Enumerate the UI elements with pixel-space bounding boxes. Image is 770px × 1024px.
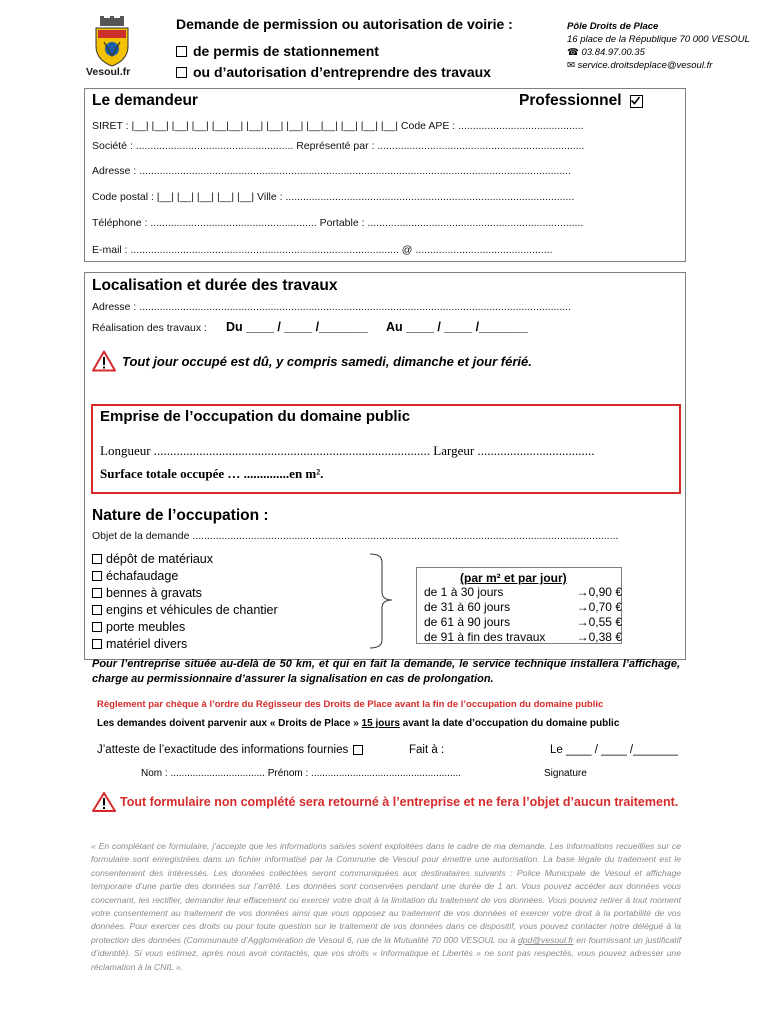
attestation-label: J’atteste de l’exactitude des informations fournies bbox=[97, 744, 349, 756]
realisation-label: Réalisation des travaux : bbox=[92, 322, 207, 334]
dpd-email-link[interactable]: dpd@vesoul.fr bbox=[517, 934, 574, 945]
vesoul-logo bbox=[88, 16, 136, 78]
nature-item-materiel[interactable]: matériel divers bbox=[92, 635, 278, 652]
nature-item-engins[interactable]: engins et véhicules de chantier bbox=[92, 601, 278, 618]
signature-label: Signature bbox=[544, 768, 587, 779]
delai-line: Les demandes doivent parvenir aux « Droits de Place » 15 jours avant la date d’occupation du domaine public bbox=[97, 718, 620, 729]
checkbox[interactable] bbox=[92, 605, 102, 615]
option-label: de permis de stationnement bbox=[193, 43, 379, 59]
warning-icon bbox=[92, 350, 116, 372]
tarif-title: (par m² et par jour) bbox=[460, 571, 567, 585]
warning-text: Tout jour occupé est dû, y compris samedi, dimanche et jour férié. bbox=[122, 353, 532, 369]
option-label: ou d’autorisation d’entreprendre des travaux bbox=[193, 64, 491, 80]
warning-icon bbox=[92, 792, 116, 812]
checkbox[interactable] bbox=[92, 622, 102, 632]
surface-field[interactable]: Surface totale occupée … ..............en m². bbox=[100, 466, 324, 481]
logo-text: Vesoul.fr bbox=[86, 66, 131, 78]
objet-field[interactable]: Objet de la demande .................................................................................................................................................. bbox=[92, 530, 619, 542]
email-icon: ✉ bbox=[567, 60, 575, 71]
tarif-row: de 31 à 60 jours →0,70 € bbox=[424, 600, 622, 614]
checked-box-icon[interactable] bbox=[630, 95, 643, 108]
checkbox[interactable] bbox=[176, 46, 187, 57]
email-field[interactable]: E-mail : ............................................................................................ @ ............................................... bbox=[92, 244, 553, 256]
checkbox[interactable] bbox=[176, 67, 187, 78]
tarif-table bbox=[424, 585, 622, 645]
bracket-icon bbox=[368, 552, 418, 652]
localisation-adresse-field[interactable]: Adresse : .................................................................................................................................................... bbox=[92, 301, 572, 313]
option-autorisation-travaux[interactable] bbox=[176, 64, 491, 80]
date-du-field[interactable]: Du ____ / ____ /_______ bbox=[226, 320, 368, 334]
siret-field[interactable]: SIRET : |__| |__| |__| |__| |__|__| |__| |__| |__| |__|__| |__| |__| |__| Code APE : ........................................... bbox=[92, 120, 584, 132]
nature-list bbox=[92, 550, 278, 652]
dimensions-field[interactable]: Longueur ..................................................................................... Largeur .................................... bbox=[100, 443, 595, 458]
date-au-field[interactable]: Au ____ / ____ /_______ bbox=[386, 320, 528, 334]
form-title: Demande de permission ou autorisation de voirie : bbox=[176, 16, 513, 32]
nature-title: Nature de l’occupation : bbox=[92, 507, 269, 524]
fait-a-field[interactable]: Fait à : bbox=[409, 744, 445, 756]
localisation-title: Localisation et durée des travaux bbox=[92, 277, 338, 294]
professionnel-label: Professionnel bbox=[519, 92, 622, 109]
emprise-title: Emprise de l’occupation du domaine public bbox=[100, 408, 411, 425]
societe-field[interactable]: Société : ...................................................... Représenté par : ....................................................................... bbox=[92, 140, 585, 152]
attestation-checkbox[interactable] bbox=[353, 745, 363, 755]
final-warning bbox=[92, 792, 678, 812]
option-permis-stationnement[interactable] bbox=[176, 43, 379, 59]
tarif-row: de 91 à fin des travaux →0,38 € bbox=[424, 630, 622, 644]
adresse-field[interactable]: Adresse : .................................................................................................................................................... bbox=[92, 165, 572, 177]
contact-phone: ☎ 03.84.97.00.35 bbox=[567, 47, 645, 58]
contact-block bbox=[567, 20, 750, 72]
nom-prenom-field[interactable]: Nom : .................................. Prénom : ...................................................... bbox=[141, 768, 462, 779]
nature-item-bennes[interactable]: bennes à gravats bbox=[92, 584, 278, 601]
distance-note: Pour l’entreprise située au-delà de 50 km, et qui en fait la demande, le service technique installera l’affichage, charge au permissionnaire d’assurer la signalisation en cas de prolongation. bbox=[92, 658, 680, 685]
checkbox[interactable] bbox=[92, 554, 102, 564]
phone-icon: ☎ bbox=[567, 47, 579, 58]
professionnel-checkbox-group[interactable] bbox=[519, 92, 643, 110]
checkbox[interactable] bbox=[92, 571, 102, 581]
final-warning-text: Tout formulaire non complété sera retourné à l’entreprise et ne fera l’objet d’aucun traitement. bbox=[120, 795, 679, 809]
demandeur-title: Le demandeur bbox=[92, 92, 198, 109]
contact-email: ✉ service.droitsdeplace@vesoul.fr bbox=[567, 60, 713, 71]
telephone-field[interactable]: Téléphone : ......................................................... Portable : .......................................................................... bbox=[92, 217, 584, 229]
tarif-row: de 61 à 90 jours →0,55 € bbox=[424, 615, 622, 629]
code-postal-field[interactable]: Code postal : |__| |__| |__| |__| |__| Ville : ................................................................................................... bbox=[92, 191, 575, 203]
reglement-line: Règlement par chèque à l’ordre du Régisseur des Droits de Place avant la fin de l’occupation du domaine public bbox=[97, 699, 604, 710]
date-signature-field[interactable]: Le ____ / ____ /_______ bbox=[550, 744, 678, 756]
nature-item-echafaudage[interactable]: échafaudage bbox=[92, 567, 278, 584]
contact-address: 16 place de la République 70 000 VESOUL bbox=[567, 34, 750, 45]
rgpd-notice: « En complétant ce formulaire, j’accepte que les informations saisies soient exploitées dans le cadre de ma demande. Les informations recueillies sur ce formulaire sont enregistrées dans un fichier informatisé par la Commune de Vesoul pour émettre une autorisation. La base légale du traitement est le consentement des intéressés. Les données collectées seront communiquées aux destinataires suivants : Police Municipale de Vesoul et affichage temporaire d’une partie des données sur l’arrêté. Les données sont conservées pendant une durée de 1 an. Vous pouvez accéder aux données vous concernant, les rectifier, demander leur effacement ou exercer votre droit à la limitation du traitement de vos données. Vous pouvez retirer à tout moment votre consentement au traitement de vos données ainsi que vous opposez au traitement de vos données et exercer votre droit à la portabilité de vos données. Pour exercer ces droits ou pour toute question sur le traitement de vos données dans ce dispositif, vous pouvez contacter notre délégué à la protection des données (Communauté d’Agglomération de Vesoul 6, rue de la Mutualité 70 000 VESOUL ou à dpd@vesoul.fr en fournissant un justificatif d’identité). Si vous estimez, après nous avoir contactés, que vos droits « Informatique et Libertés » ne sont pas respectés, vous pouvez adresser une réclamation à la CNIL ». bbox=[91, 841, 681, 972]
attestation[interactable] bbox=[97, 744, 363, 756]
nature-item-porte-meubles[interactable]: porte meubles bbox=[92, 618, 278, 635]
checkbox[interactable] bbox=[92, 639, 102, 649]
jour-occupe-warning bbox=[92, 350, 532, 372]
checkbox[interactable] bbox=[92, 588, 102, 598]
nature-item-depot[interactable]: dépôt de matériaux bbox=[92, 550, 278, 567]
tarif-row: de 1 à 30 jours →0,90 € bbox=[424, 585, 622, 599]
contact-name: Pôle Droits de Place bbox=[567, 21, 659, 32]
